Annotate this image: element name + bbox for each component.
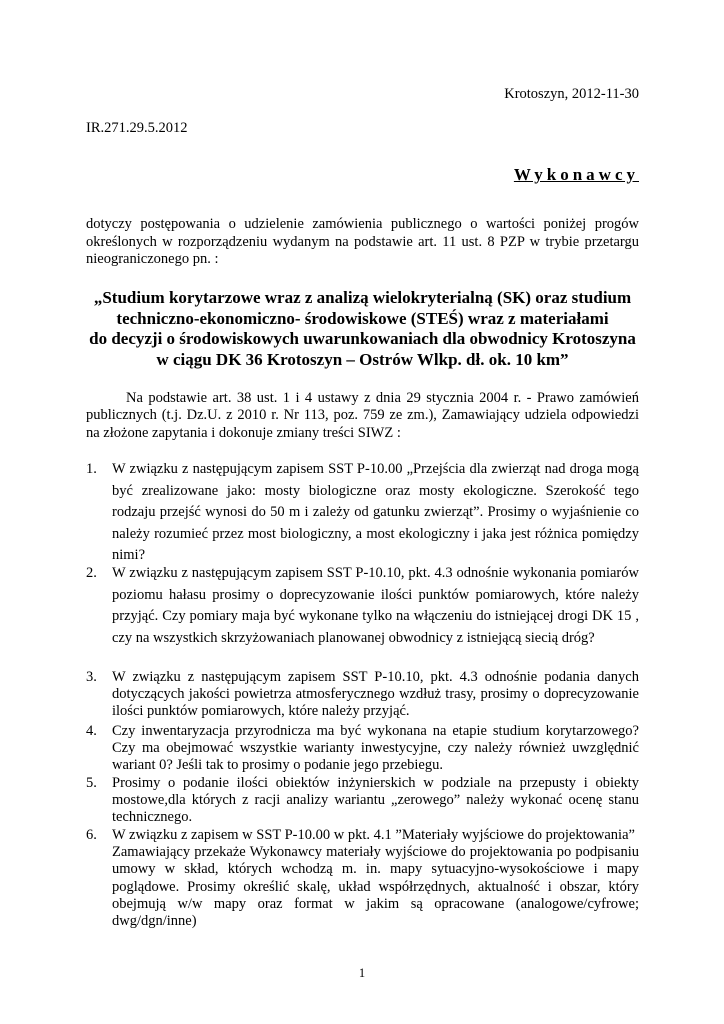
item-text: W związku z następującym zapisem SST P-10.10, pkt. 4.3 odnośnie wykonania pomiarów poziomu hałasu prosimy o doprecyzowanie ilości punktów pomiarowych, które należy przyjąć. Czy pomiary maja być wykonane tylko na włączeniu do istniejącej drogi DK 15 , czy na wszystkich skrzyżowaniach planowanej obwodnicy z istniejącą siecią dróg? <box>112 565 639 646</box>
item-number: 4. <box>86 723 97 739</box>
item-continuation: Zamawiający przekaże Wykonawcy materiały wyjściowe do projektowania po podpisaniu umowy w skład, których wchodzą m. in. mapy sytuacyjno-wysokościowe i mapy poglądowe. Prosimy określić skalę, układ współrzędnych, aktualność i obszar, który obejmują w/w mapy oraz format w jakim są opracowane (analogowe/cyfrowe; dwg/dgn/inne) <box>112 844 639 930</box>
title-line: do decyzji o środowiskowych uwarunkowaniach dla obwodnicy Krotoszyna <box>89 329 636 348</box>
intro-paragraph: dotyczy postępowania o udzielenie zamówienia publicznego o wartości poniżej progów określonych w rozporządzeniu wydanym na podstawie art. 11 ust. 8 PZP w trybie przetargu nieograniczonego pn. : <box>86 216 639 267</box>
list-item <box>86 669 639 723</box>
item-number: 6. <box>86 827 97 843</box>
item-text: W związku z następującym zapisem SST P-10.10, pkt. 4.3 odnośnie podania danych dotyczących jakości powietrza atmosferycznego wzdłuż trasy, prosimy o doprecyzowanie ilości punktów pomiarowych, które należy przyjąć. <box>112 669 639 720</box>
document-date: Krotoszyn, 2012-11-30 <box>504 86 639 102</box>
list-item <box>86 775 639 827</box>
preamble-paragraph: Na podstawie art. 38 ust. 1 i 4 ustawy z dnia 29 stycznia 2004 r. - Prawo zamówień publicznych (t.j. Dz.U. z 2010 r. Nr 113, poz. 759 ze zm.), Zamawiający udziela odpowiedzi na złożone zapytania i dokonuje zmiany treści SIWZ : <box>86 390 639 441</box>
list-item <box>86 723 639 775</box>
reference-number: IR.271.29.5.2012 <box>86 120 188 136</box>
title-line: techniczno-ekonomiczno- środowiskowe (STEŚ) wraz z materiałami <box>116 308 609 328</box>
item-number: 2. <box>86 565 97 581</box>
title-line: „Studium korytarzowe wraz z analizą wielokryterialną (SK) oraz studium <box>93 288 632 307</box>
list-item <box>86 827 639 930</box>
title-line: w ciągu DK 36 Krotoszyn – Ostrów Wlkp. dł. ok. 10 km” <box>156 349 569 369</box>
item-text: Czy inwentaryzacja przyrodnicza ma być wykonana na etapie studium korytarzowego? Czy ma obejmować wszystkie warianty inwestycyjne, czy należy również uwzględnić wariant 0? Jeśli tak to prosimy o podanie jego przebiegu. <box>112 723 639 774</box>
recipient-heading: Wykonawcy <box>513 165 639 184</box>
item-number: 1. <box>86 461 97 477</box>
item-text: W związku z następującym zapisem SST P-10.00 „Przejścia dla zwierząt nad droga mogą być zrealizowane jako: mosty biologiczne oraz mosty ekologiczne. Szerokość tego rodzaju przejść wynosi do 50 m i zależy od gatunku zwierząt”. Prosimy o wyjaśnienie co należy rozumieć przez most biologiczny, a most ekologiczny i jaka jest różnica pomiędzy nimi? <box>112 461 639 563</box>
item-number: 3. <box>86 669 97 685</box>
questions-list <box>86 459 639 930</box>
procurement-title <box>86 288 639 370</box>
item-text: W związku z zapisem w SST P-10.00 w pkt. 4.1 ”Materiały wyjściowe do projektowania” <box>112 827 635 843</box>
item-number: 5. <box>86 775 97 791</box>
list-item <box>86 459 639 563</box>
list-item <box>86 563 639 665</box>
page-number: 1 <box>358 966 366 980</box>
item-text: Prosimy o podanie ilości obiektów inżynierskich w podziale na przepusty i obiekty mostowe,dla których z racji analizy wariantu „zerowego” należy wykonać ocenę stanu technicznego. <box>112 775 639 826</box>
